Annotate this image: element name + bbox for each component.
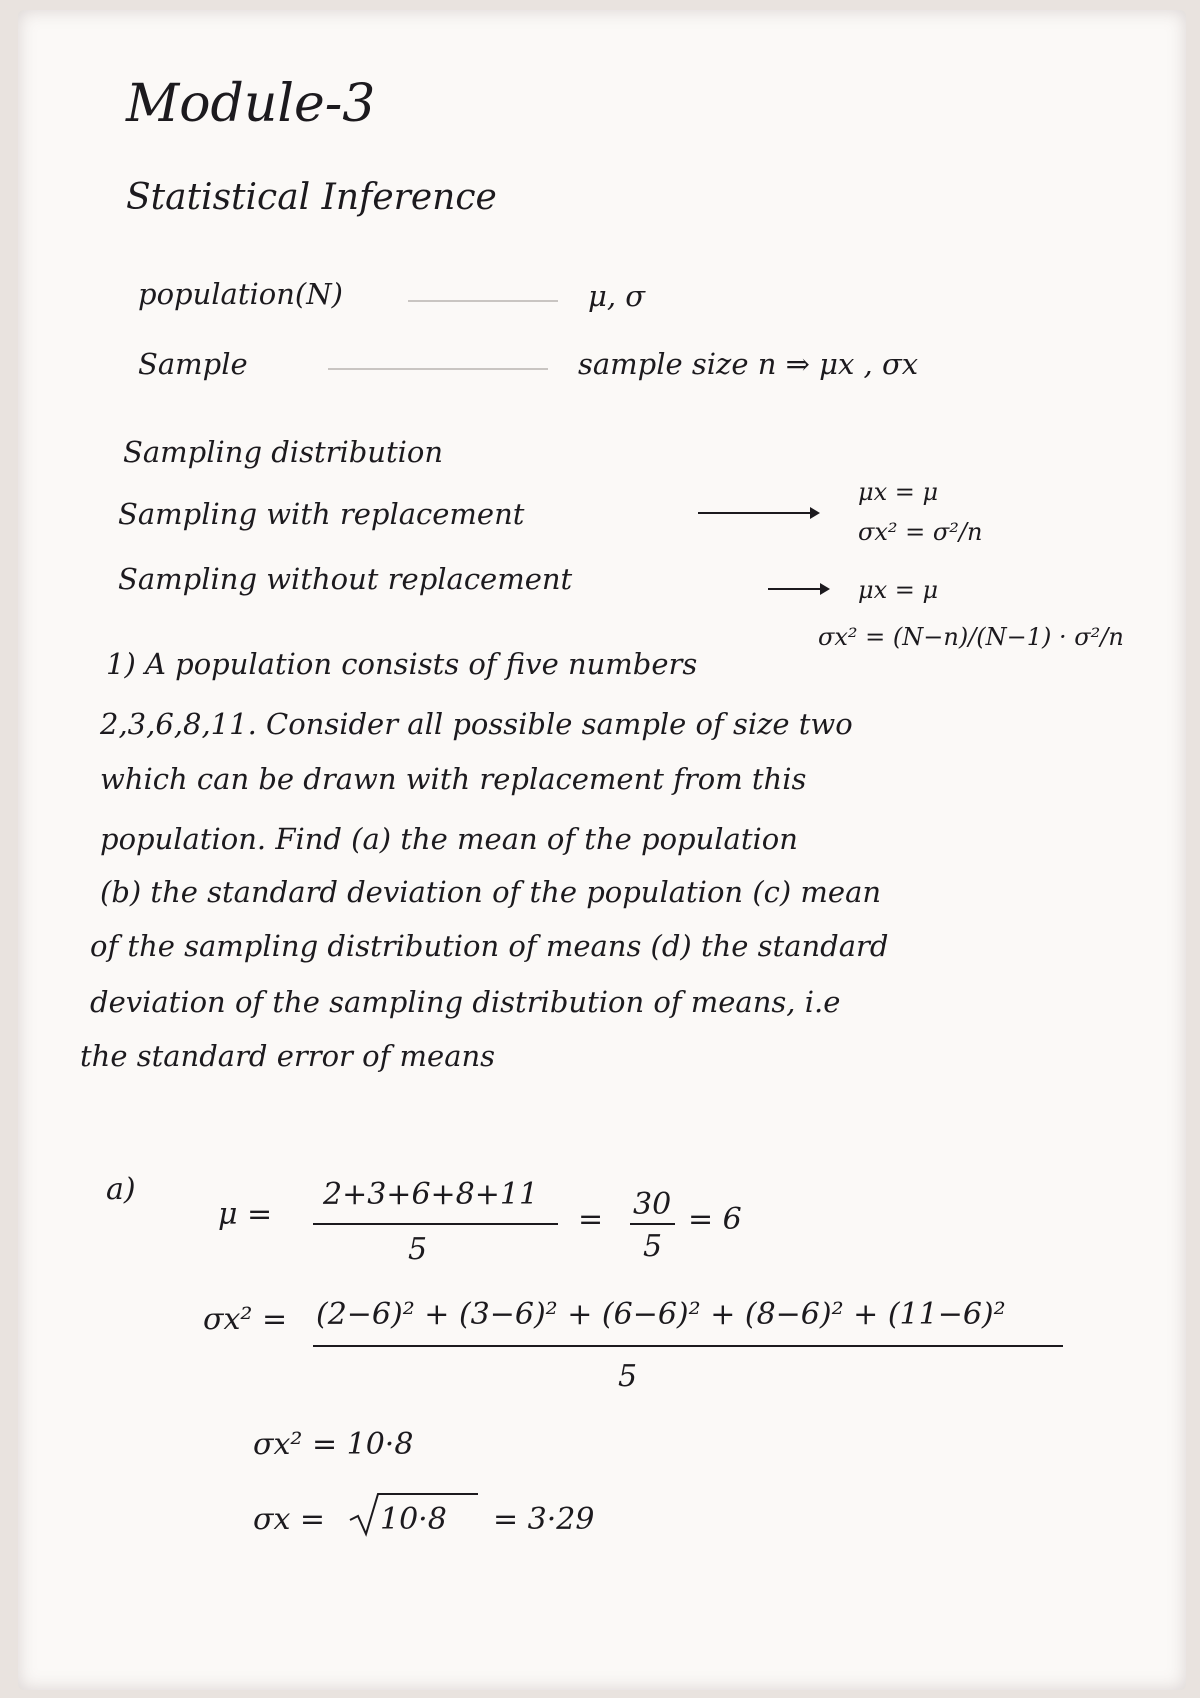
variance-lhs: σx² = [203,1302,288,1337]
sample-params: sample size n ⇒ μx , σx [578,347,919,381]
without-replacement-mean: μx = μ [858,576,939,604]
sd-lhs: σx = [253,1502,326,1537]
with-replacement-mean: μx = μ [858,478,939,506]
section-heading: Statistical Inference [126,177,497,218]
sd-result: = 3·29 [493,1502,595,1537]
fraction-bar [630,1223,675,1225]
sd-radicand: 10·8 [380,1502,447,1537]
sample-label: Sample [138,347,248,381]
without-replacement-label: Sampling without replacement [118,562,573,596]
fraction-bar [313,1223,558,1225]
mean-numerator-total: 30 [633,1187,672,1222]
problem-line: of the sampling distribution of means (d) the standard [90,929,889,963]
mean-lhs: μ = [218,1197,273,1232]
part-a-label: a) [106,1172,136,1207]
with-replacement-label: Sampling with replacement [118,497,525,531]
arrow [768,588,828,590]
population-label: population(N) [138,277,343,311]
mean-denominator-total: 5 [643,1229,663,1264]
variance-value: σx² = 10·8 [253,1427,414,1462]
connector-line [408,300,558,302]
population-params: μ, σ [588,279,646,313]
fraction-bar [313,1345,1063,1347]
problem-line: 1) A population consists of five numbers [106,647,698,681]
problem-line: 2,3,6,8,11. Consider all possible sample of size two [100,707,853,741]
notebook-page [18,10,1186,1690]
without-replacement-variance: σx² = (N−n)/(N−1) · σ²/n [818,623,1124,651]
variance-numerator: (2−6)² + (3−6)² + (6−6)² + (8−6)² + (11−6)² [316,1297,1006,1332]
equals-sign: = [578,1202,604,1237]
mean-denominator: 5 [408,1232,428,1267]
problem-line: (b) the standard deviation of the population (c) mean [100,875,882,909]
arrow [698,512,818,514]
page-title: Module-3 [126,74,376,134]
problem-line: population. Find (a) the mean of the population [100,822,798,856]
variance-denominator: 5 [618,1359,638,1394]
problem-line: deviation of the sampling distribution of means, i.e [90,985,841,1019]
problem-line: the standard error of means [80,1039,496,1073]
mean-numerator: 2+3+6+8+11 [323,1177,539,1212]
sampling-distribution-label: Sampling distribution [123,435,444,469]
mean-result: = 6 [688,1202,742,1237]
connector-line [328,368,548,370]
with-replacement-variance: σx² = σ²/n [858,518,983,546]
problem-line: which can be drawn with replacement from this [100,762,807,796]
